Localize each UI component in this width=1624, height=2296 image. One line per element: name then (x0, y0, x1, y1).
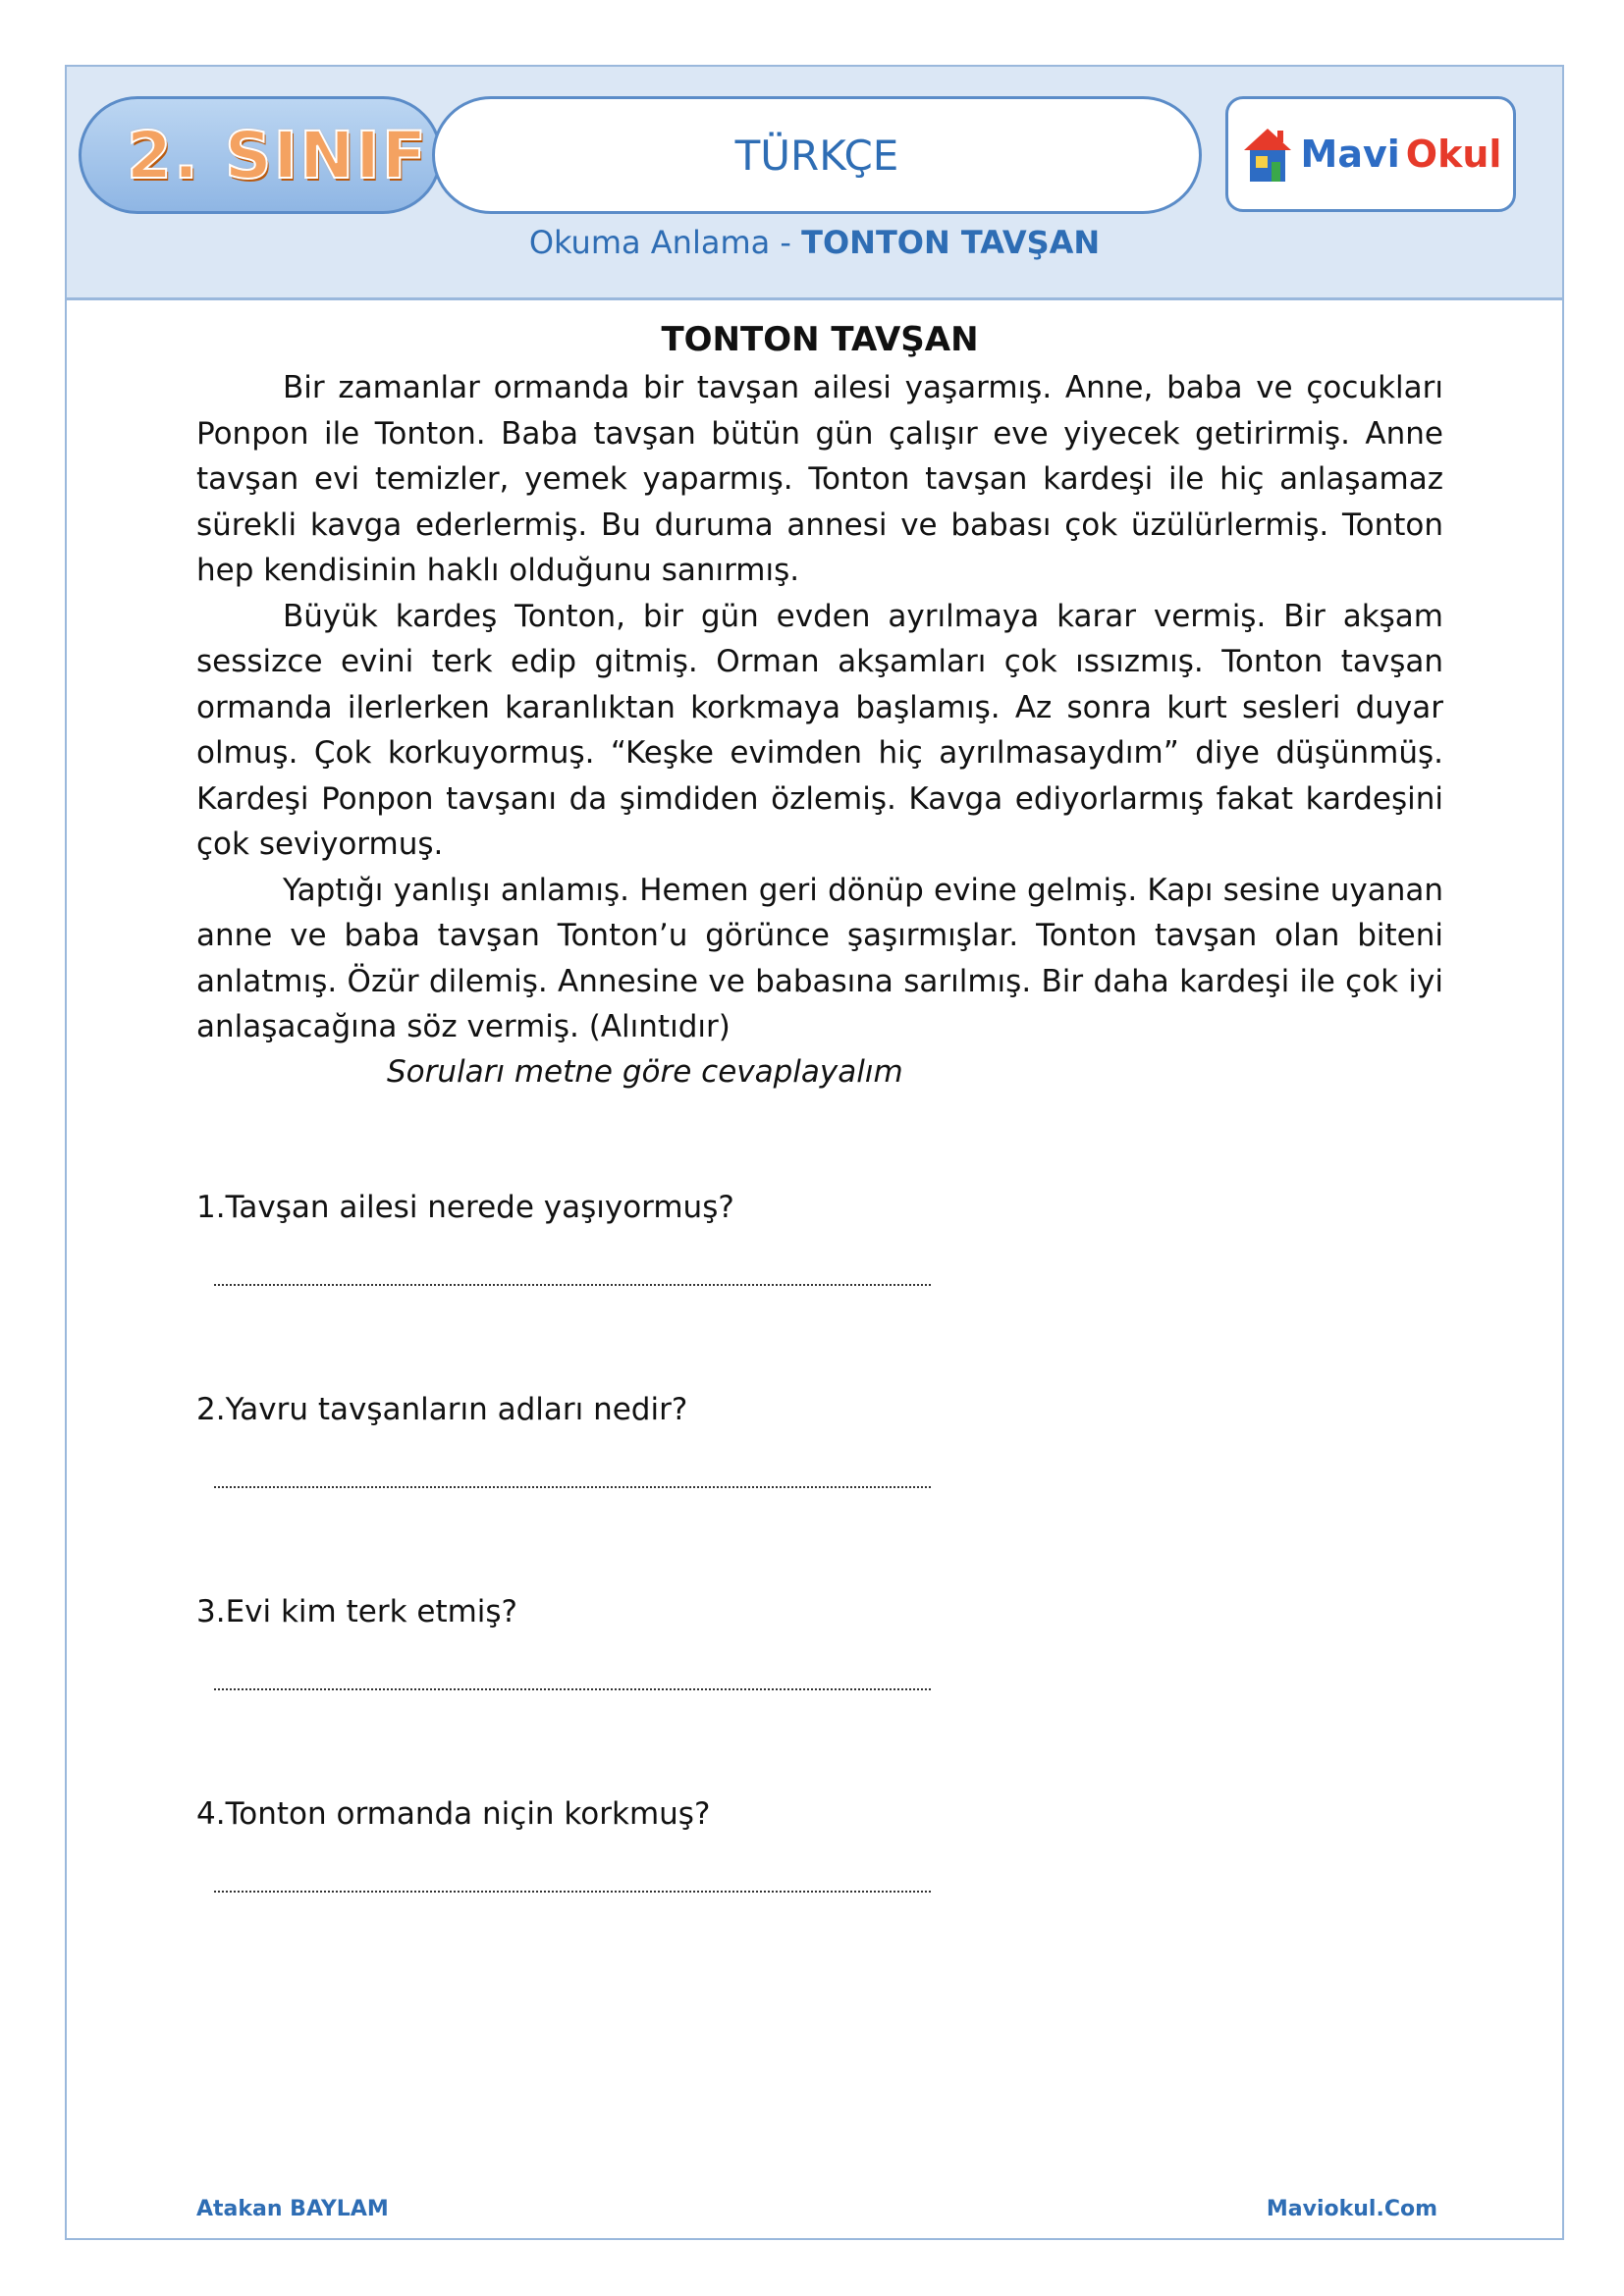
question-1: 1.Tavşan ailesi nerede yaşıyormuş? (196, 1190, 734, 1225)
logo-mavi-text: Mavi (1300, 133, 1400, 176)
question-2: 2.Yavru tavşanların adları nedir? (196, 1392, 688, 1427)
story-title: TONTON TAVŞAN (661, 320, 979, 359)
instruction-text: Soruları metne göre cevaplayalım (387, 1054, 903, 1090)
footer-site: Maviokul.Com (1266, 2197, 1437, 2221)
question-3: 3.Evi kim terk etmiş? (196, 1594, 518, 1629)
footer-author: Atakan BAYLAM (196, 2197, 389, 2221)
grade-label: 2. SINIF (127, 117, 428, 193)
answer-line-3[interactable] (214, 1688, 931, 1690)
question-4: 4.Tonton ormanda niçin korkmuş? (196, 1796, 711, 1832)
story-text (196, 365, 1443, 1050)
answer-line-4[interactable] (214, 1891, 931, 1893)
logo-okul-text: Okul (1405, 133, 1502, 176)
grade-badge (79, 96, 442, 214)
worksheet-subtitle (67, 224, 1562, 261)
story-paragraph-3: Yaptığı yanlışı anlamış. Hemen geri dönüp evine gelmiş. Kapı sesine uyanan anne ve baba tavşan Tonton’u görünce şaşırmışlar. Tonton tavşan olan biteni anlatmış. Özür dilemiş. Annesine ve babasına sarılmış. Bir daha kardeşi ile çok iyi anlaşacağına söz vermiş. (Alıntıdır) (196, 872, 1443, 1044)
house-icon (1240, 123, 1295, 186)
answer-line-2[interactable] (214, 1486, 931, 1488)
subtitle-title: TONTON TAVŞAN (801, 224, 1101, 261)
subject-banner (432, 96, 1202, 214)
subtitle-prefix: Okuma Anlama - (528, 224, 802, 261)
maviokul-logo (1225, 96, 1516, 212)
story-paragraph-2: Büyük kardeş Tonton, bir gün evden ayrılmaya karar vermiş. Bir akşam sessizce evini terk edip gitmiş. Orman akşamları çok ıssızmış. Tonton tavşan ormanda ilerlerken karanlıktan korkmaya başlamış. Az sonra kurt sesleri duyar olmuş. Çok korkuyormuş. “Keşke evimden hiç ayrılmasaydım” diye düşünmüş. Kardeşi Ponpon tavşanı da şimdiden özlemiş. Kavga ediyorlarmış fakat kardeşini çok seviyormuş. (196, 598, 1443, 862)
story-paragraph-1: Bir zamanlar ormanda bir tavşan ailesi yaşarmış. Anne, baba ve çocukları Ponpon ile Tonton. Baba tavşan bütün gün çalışır eve yiyecek getirirmiş. Anne tavşan evi temizler, yemek yaparmış. Tonton tavşan kardeşi ile hiç anlaşamaz sürekli kavga ederlermiş. Bu duruma annesi ve babası çok üzülürlermiş. Tonton hep kendisinin haklı olduğunu sanırmış. (196, 370, 1443, 588)
answer-line-1[interactable] (214, 1284, 931, 1286)
subject-label: TÜRKÇE (734, 131, 899, 180)
